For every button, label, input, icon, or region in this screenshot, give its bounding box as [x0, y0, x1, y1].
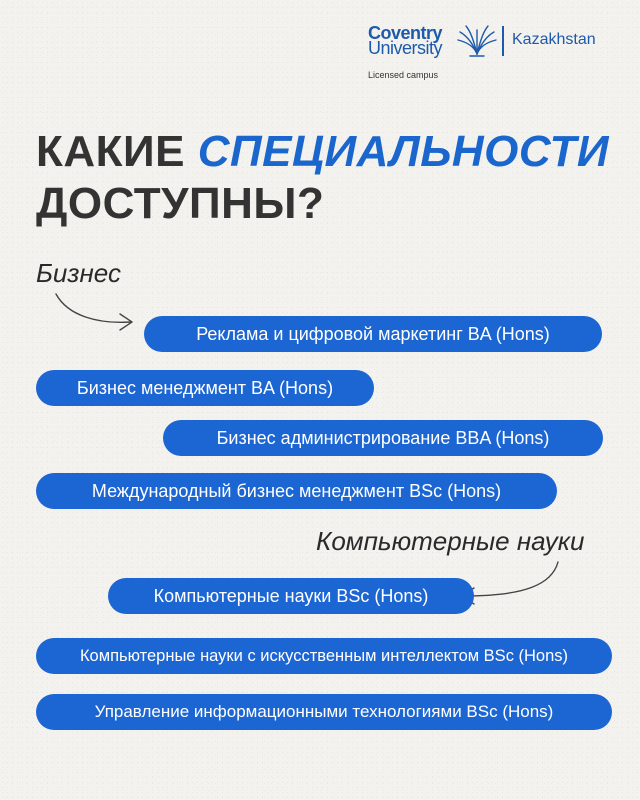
logo-subtitle: Licensed campus [368, 70, 439, 80]
program-pill-cs-ai[interactable]: Компьютерные науки с искусственным интеллектом BSc (Hons) [36, 638, 612, 674]
category-cs-label: Компьютерные науки [316, 526, 585, 556]
program-pill-ad-marketing[interactable]: Реклама и цифровой маркетинг BA (Hons) [144, 316, 602, 352]
program-pill-it-management[interactable]: Управление информационными технологиями BSc (Hons) [36, 694, 612, 730]
category-business-label: Бизнес [36, 258, 121, 288]
phoenix-emblem-icon [456, 24, 498, 58]
program-pill-international-business[interactable]: Международный бизнес менеджмент BSc (Hons) [36, 473, 557, 509]
headline-part1: КАКИЕ [36, 127, 198, 176]
logo-word-university: University [368, 38, 443, 58]
program-pill-business-administration[interactable]: Бизнес администрирование BBA (Hons) [163, 420, 603, 456]
program-pill-business-management[interactable]: Бизнес менеджмент BA (Hons) [36, 370, 374, 406]
logo-word-coventry: Coventry [368, 23, 443, 43]
page-headline [36, 126, 609, 230]
headline-accent: СПЕЦИАЛЬНОСТИ [197, 127, 609, 176]
logo-divider [502, 26, 504, 56]
arrow-business-icon [52, 290, 142, 335]
program-pill-computer-science[interactable]: Компьютерные науки BSc (Hons) [108, 578, 474, 614]
headline-part2: ДОСТУПНЫ? [36, 179, 325, 228]
coventry-logo [368, 24, 618, 84]
logo-region: Kazakhstan [512, 31, 596, 48]
